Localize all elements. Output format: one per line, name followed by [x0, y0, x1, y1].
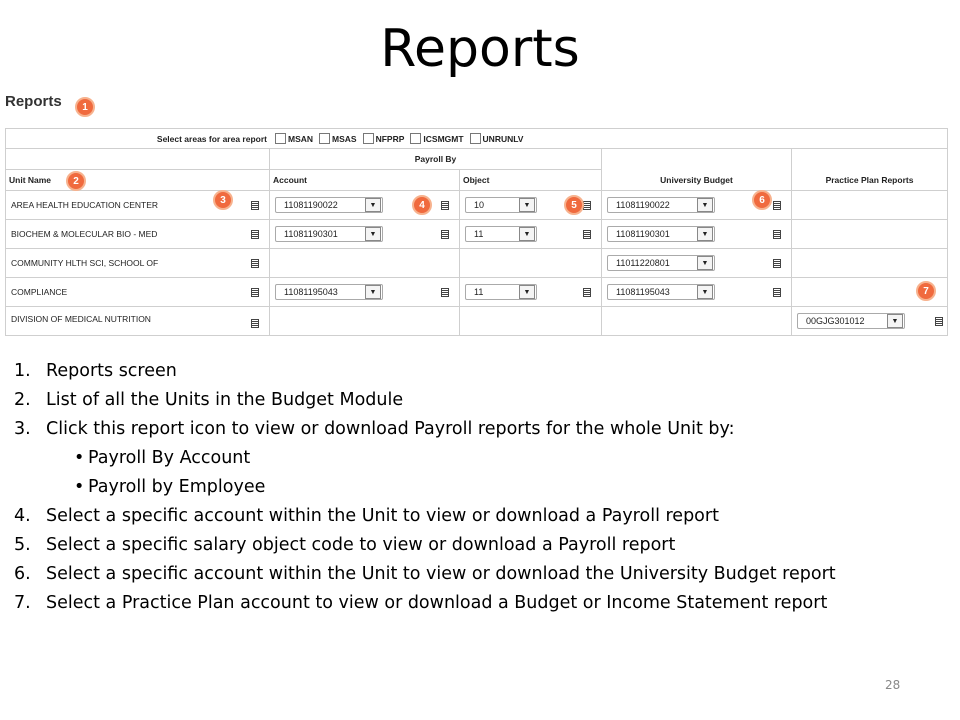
table-row [6, 220, 948, 249]
unit-name: COMPLIANCE [11, 287, 68, 297]
report-icon[interactable] [441, 201, 449, 210]
checkbox-label: NFPRP [375, 133, 405, 144]
list-item [14, 502, 944, 531]
account-select[interactable] [275, 284, 383, 300]
dropdown-arrow-icon: ▼ [365, 285, 381, 299]
numbered-notes [14, 357, 944, 618]
area-checkbox-icsmgmt[interactable] [410, 133, 463, 144]
account-cell [270, 307, 460, 336]
dropdown-arrow-icon: ▼ [519, 285, 535, 299]
report-icon[interactable] [583, 230, 591, 239]
sub-item-text: Payroll By Account [88, 448, 251, 468]
unit-name: AREA HEALTH EDUCATION CENTER [11, 200, 159, 210]
practice-cell [792, 191, 948, 220]
item-text: Select a specific account within the Unit to view or download a Payroll report [46, 506, 719, 526]
area-checkbox-msan[interactable] [275, 133, 313, 144]
sub-item-text: Payroll by Employee [88, 477, 266, 497]
callout-badge-6: 6 [752, 190, 772, 210]
dropdown-arrow-icon: ▼ [365, 198, 381, 212]
item-text: Select a specific salary object code to view or download a Payroll report [46, 535, 676, 555]
item-number: 6. [14, 564, 31, 584]
dropdown-arrow-icon: ▼ [519, 198, 535, 212]
unit-cell [6, 191, 270, 220]
callout-badge-2: 2 [66, 171, 86, 191]
object-cell [460, 278, 602, 307]
slide-title: Reports [380, 19, 580, 79]
unit-cell [6, 307, 270, 336]
budget-cell [602, 307, 792, 336]
sub-list-item [14, 444, 944, 473]
list-item [14, 357, 944, 386]
account-cell [270, 220, 460, 249]
checkbox-icon [363, 133, 374, 144]
object-cell [460, 249, 602, 278]
object-value: 11 [474, 287, 484, 297]
report-icon[interactable] [773, 259, 781, 268]
checkbox-label: MSAN [288, 133, 314, 144]
budget-select[interactable] [607, 255, 715, 271]
budget-value: 11081190301 [616, 229, 670, 239]
sub-list-item [14, 473, 944, 502]
budget-cell [602, 220, 792, 249]
reports-screen-title: Reports [5, 93, 62, 110]
budget-value: 11081190022 [616, 200, 670, 210]
checkbox-icon [275, 133, 286, 144]
checkbox-label: MSAS [332, 133, 357, 144]
report-icon[interactable] [935, 317, 943, 326]
report-icon[interactable] [251, 230, 259, 239]
budget-select[interactable] [607, 284, 715, 300]
budget-cell [602, 191, 792, 220]
practice-plan-value: 00GJG301012 [806, 316, 865, 326]
university-budget-header [602, 149, 792, 191]
item-number: 3. [14, 419, 31, 439]
checkbox-icon [319, 133, 330, 144]
object-select[interactable] [465, 226, 537, 242]
item-text: Click this report icon to view or download Payroll reports for the whole Unit by: [46, 419, 735, 439]
payroll-by-header: Payroll By [270, 149, 602, 170]
units-table [5, 128, 948, 336]
item-text: Select a specific account within the Unit to view or download the University Budget report [46, 564, 836, 584]
area-checkbox-nfprp[interactable] [363, 133, 405, 144]
unit-name: COMMUNITY HLTH SCI, SCHOOL OF [11, 258, 159, 268]
report-icon[interactable] [773, 201, 781, 210]
report-icon[interactable] [583, 288, 591, 297]
callout-badge-1: 1 [75, 97, 95, 117]
list-item [14, 560, 944, 589]
account-cell [270, 191, 460, 220]
table-row [6, 249, 948, 278]
practice-plan-header-label: Practice Plan Reports [825, 174, 914, 185]
account-cell [270, 278, 460, 307]
callout-badge-3: 3 [213, 190, 233, 210]
item-number: 1. [14, 361, 31, 381]
account-value: 11081190022 [284, 200, 338, 210]
checkbox-icon [410, 133, 421, 144]
unit-name-header-label: Unit Name [9, 175, 52, 185]
area-checkbox-unrunlv[interactable] [470, 133, 524, 144]
account-value: 11081195043 [284, 287, 338, 297]
report-icon[interactable] [441, 230, 449, 239]
report-icon[interactable] [441, 288, 449, 297]
table-row [6, 307, 948, 336]
unit-cell [6, 220, 270, 249]
practice-plan-header [792, 149, 948, 191]
report-icon[interactable] [251, 288, 259, 297]
account-value: 11081190301 [284, 229, 338, 239]
report-icon[interactable] [251, 319, 259, 328]
table-row [6, 191, 948, 220]
unit-name: BIOCHEM & MOLECULAR BIO - MED [11, 229, 158, 239]
item-number: 4. [14, 506, 31, 526]
report-icon[interactable] [773, 288, 781, 297]
list-item [14, 589, 944, 618]
item-text: Select a Practice Plan account to view or download a Budget or Income Statement report [46, 593, 828, 613]
header-spacer [6, 149, 270, 170]
dropdown-arrow-icon: ▼ [519, 227, 535, 241]
object-header: Object [460, 170, 602, 191]
report-icon[interactable] [251, 201, 259, 210]
callout-badge-5: 5 [564, 195, 584, 215]
item-text: Reports screen [46, 361, 177, 381]
practice-cell [792, 220, 948, 249]
practice-cell [792, 278, 948, 307]
object-value: 11 [474, 229, 484, 239]
dropdown-arrow-icon: ▼ [697, 227, 713, 241]
object-cell [460, 220, 602, 249]
report-icon[interactable] [251, 259, 259, 268]
budget-value: 11011220801 [616, 258, 670, 268]
practice-cell [792, 249, 948, 278]
unit-cell [6, 249, 270, 278]
item-number: 2. [14, 390, 31, 410]
dropdown-arrow-icon: ▼ [887, 314, 903, 328]
bullet-icon: • [74, 448, 85, 468]
account-header: Account [270, 170, 460, 191]
budget-select[interactable] [607, 226, 715, 242]
account-select[interactable] [275, 226, 383, 242]
account-cell [270, 249, 460, 278]
area-report-row [6, 129, 948, 149]
dropdown-arrow-icon: ▼ [365, 227, 381, 241]
callout-badge-4: 4 [412, 195, 432, 215]
list-item [14, 531, 944, 560]
unit-cell [6, 278, 270, 307]
object-cell [460, 307, 602, 336]
report-icon[interactable] [773, 230, 781, 239]
callout-badge-7: 7 [916, 281, 936, 301]
page-number: 28 [885, 678, 901, 692]
budget-select[interactable] [607, 197, 715, 213]
item-number: 5. [14, 535, 31, 555]
reports-screenshot [5, 90, 953, 338]
area-report-label: Select areas for area report [156, 133, 267, 144]
object-select[interactable] [465, 197, 537, 213]
item-text: List of all the Units in the Budget Module [46, 390, 404, 410]
list-item [14, 415, 944, 444]
table-row [6, 278, 948, 307]
checkbox-label: UNRUNLV [482, 133, 524, 144]
item-number: 7. [14, 593, 31, 613]
practice-cell [792, 307, 948, 336]
bullet-icon: • [74, 477, 85, 497]
dropdown-arrow-icon: ▼ [697, 198, 713, 212]
practice-plan-select[interactable] [797, 313, 905, 329]
budget-cell [602, 249, 792, 278]
dropdown-arrow-icon: ▼ [697, 285, 713, 299]
budget-value: 11081195043 [616, 287, 670, 297]
account-select[interactable] [275, 197, 383, 213]
university-budget-header-label: University Budget [660, 174, 733, 185]
object-value: 10 [474, 200, 485, 210]
list-item [14, 386, 944, 415]
area-checkbox-msas[interactable] [319, 133, 357, 144]
unit-name: DIVISION OF MEDICAL NUTRITION [11, 314, 151, 324]
dropdown-arrow-icon: ▼ [697, 256, 713, 270]
object-select[interactable] [465, 284, 537, 300]
budget-cell [602, 278, 792, 307]
units-table-wrap [5, 128, 948, 336]
report-icon[interactable] [583, 201, 591, 210]
object-cell [460, 191, 602, 220]
checkbox-label: ICSMGMT [423, 133, 464, 144]
checkbox-icon [470, 133, 481, 144]
unit-name-header [6, 170, 270, 191]
